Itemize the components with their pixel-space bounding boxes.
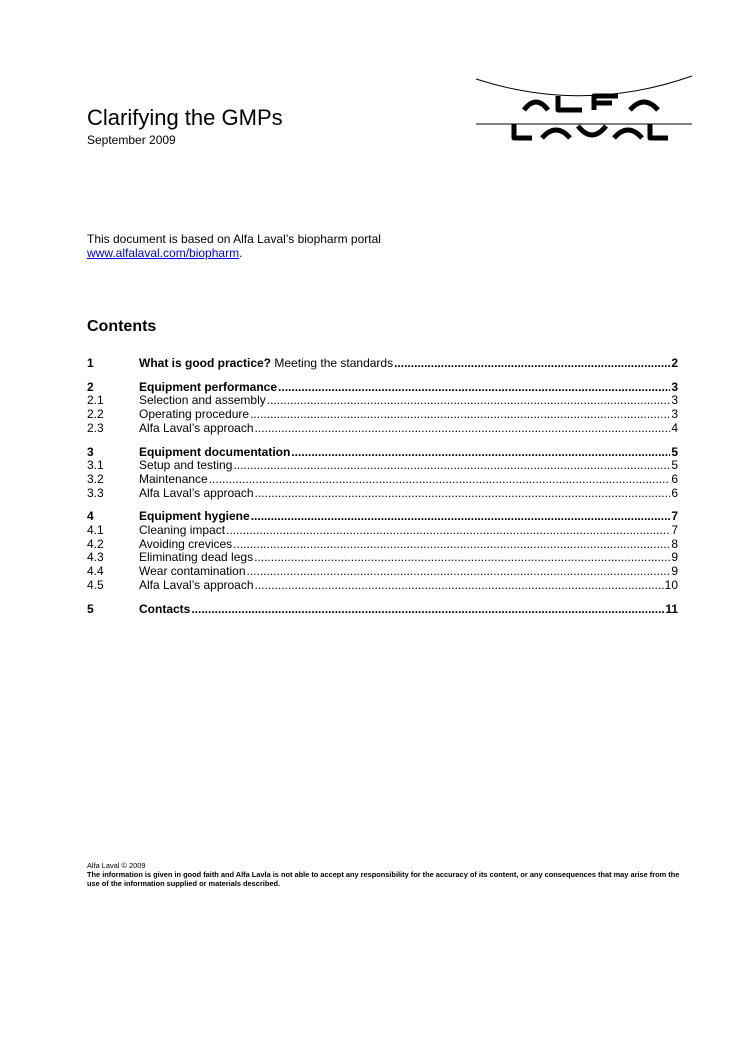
- toc-subsection-row[interactable]: [87, 459, 678, 473]
- toc-number: 4.1: [87, 523, 104, 538]
- toc-leader-dots: [291, 446, 670, 460]
- toc-leader-dots: [251, 510, 671, 524]
- toc-label-text: Equipment performance: [139, 379, 278, 394]
- toc-label-text: Alfa Laval’s approach: [139, 420, 254, 435]
- toc-number: 3.1: [87, 458, 104, 473]
- toc-label: [139, 487, 254, 501]
- footer-disclaimer: The information is given in good faith and Alfa Lavla is not able to accept any responsibility for the accuracy of its content, or any consequences that may arise from the use of the information supplied or materials described.: [87, 870, 680, 888]
- toc-page-number: 6: [671, 471, 678, 486]
- toc-label: [139, 524, 225, 538]
- toc-subsection-row[interactable]: [87, 579, 678, 593]
- toc-number: 4.2: [87, 536, 104, 551]
- toc-label-text: Alfa Laval’s approach: [139, 577, 254, 592]
- table-of-contents: [87, 357, 678, 616]
- toc-subsection-row[interactable]: [87, 487, 678, 501]
- contents-heading: Contents: [87, 318, 157, 335]
- toc-label: [139, 473, 208, 487]
- toc-subsection-row[interactable]: [87, 524, 678, 538]
- toc-page-number: 5: [671, 444, 678, 459]
- toc-label: [139, 510, 250, 524]
- intro-text: This document is based on Alfa Laval’s biopharm portal: [87, 232, 381, 246]
- toc-label: [139, 394, 266, 408]
- toc-leader-dots: [209, 473, 671, 487]
- alfa-laval-logo: [474, 74, 694, 148]
- toc-number: 5: [87, 601, 94, 616]
- footer: [87, 861, 687, 888]
- toc-page-number: 9: [671, 550, 678, 565]
- intro-link-suffix: .: [239, 246, 243, 260]
- toc-label: [139, 446, 290, 460]
- toc-number: 2.3: [87, 420, 104, 435]
- toc-label: [139, 459, 232, 473]
- document-date: September 2009: [87, 133, 176, 147]
- toc-label-text: Equipment hygiene: [139, 509, 250, 524]
- toc-subsection-row[interactable]: [87, 538, 678, 552]
- toc-label-text: Avoiding crevices: [139, 536, 233, 551]
- toc-label: [139, 538, 232, 552]
- toc-number: 3.2: [87, 471, 104, 486]
- toc-page-number: 2: [671, 356, 678, 370]
- toc-section-row[interactable]: [87, 357, 678, 371]
- toc-page-number: 3: [671, 379, 678, 394]
- biopharm-link[interactable]: www.alfalaval.com/biopharm: [87, 246, 240, 260]
- toc-label: [139, 565, 246, 579]
- toc-leader-dots: [254, 551, 670, 565]
- toc-number: 2.1: [87, 393, 104, 408]
- toc-leader-dots: [255, 422, 671, 436]
- toc-label-text: Equipment documentation: [139, 444, 291, 459]
- toc-leader-dots: [394, 357, 670, 371]
- toc-page-number: 5: [671, 458, 678, 473]
- toc-subsection-row[interactable]: [87, 551, 678, 565]
- toc-section-row[interactable]: [87, 446, 678, 460]
- toc-label-text: Alfa Laval’s approach: [139, 485, 254, 500]
- toc-leader-dots: [255, 579, 664, 593]
- toc-label-text: Setup and testing: [139, 458, 233, 473]
- toc-page-number: 9: [671, 564, 678, 579]
- toc-number: 3.3: [87, 485, 104, 500]
- intro-paragraph: [87, 232, 381, 260]
- footer-copyright: Alfa Laval © 2009: [87, 861, 146, 870]
- toc-number: 4.5: [87, 577, 104, 592]
- toc-label-text: Contacts: [139, 601, 191, 616]
- toc-section-row[interactable]: [87, 603, 678, 617]
- toc-page-number: 4: [671, 420, 678, 435]
- toc-leader-dots: [278, 381, 670, 395]
- toc-label: [139, 422, 254, 436]
- toc-label-text: Operating procedure: [139, 407, 250, 422]
- toc-leader-dots: [250, 408, 670, 422]
- toc-subsection-row[interactable]: [87, 394, 678, 408]
- toc-page-number: 10: [664, 577, 678, 592]
- toc-page-number: 8: [671, 536, 678, 551]
- toc-subsection-row[interactable]: [87, 473, 678, 487]
- toc-label-text: Selection and assembly: [139, 393, 266, 408]
- toc-label: [139, 408, 249, 422]
- toc-leader-dots: [226, 524, 670, 538]
- toc-label-text: Wear contamination: [139, 564, 246, 579]
- toc-label-text: Maintenance: [139, 471, 208, 486]
- toc-page-number: 11: [665, 601, 678, 616]
- toc-number: 4: [87, 509, 94, 524]
- toc-number: 4.3: [87, 550, 104, 565]
- toc-number: 2: [87, 379, 94, 394]
- toc-page-number: 7: [671, 509, 678, 524]
- toc-label-suffix: Meeting the standards: [271, 356, 394, 370]
- toc-subsection-row[interactable]: [87, 565, 678, 579]
- toc-subsection-row[interactable]: [87, 422, 678, 436]
- toc-page-number: 3: [671, 393, 678, 408]
- toc-label: [139, 603, 190, 617]
- toc-subsection-row[interactable]: [87, 408, 678, 422]
- toc-label-text: Cleaning impact: [139, 523, 226, 538]
- toc-page-number: 6: [671, 485, 678, 500]
- toc-label: [139, 381, 277, 395]
- toc-number: 1: [87, 356, 94, 370]
- document-title: Clarifying the GMPs: [87, 105, 283, 130]
- toc-number: 4.4: [87, 564, 104, 579]
- toc-leader-dots: [247, 565, 671, 579]
- toc-label: [139, 579, 254, 593]
- toc-number: 2.2: [87, 407, 104, 422]
- toc-leader-dots: [267, 394, 671, 408]
- toc-page-number: 7: [671, 523, 678, 538]
- toc-label-text: What is good practice?: [139, 356, 272, 370]
- toc-leader-dots: [255, 487, 671, 501]
- toc-section-row[interactable]: [87, 510, 678, 524]
- toc-label: [139, 551, 253, 565]
- toc-leader-dots: [233, 459, 670, 473]
- toc-number: 3: [87, 444, 94, 459]
- toc-leader-dots: [191, 603, 664, 617]
- toc-section-row[interactable]: [87, 381, 678, 395]
- toc-label: [139, 357, 393, 371]
- toc-leader-dots: [233, 538, 670, 552]
- toc-page-number: 3: [671, 407, 678, 422]
- toc-label-text: Eliminating dead legs: [139, 550, 254, 565]
